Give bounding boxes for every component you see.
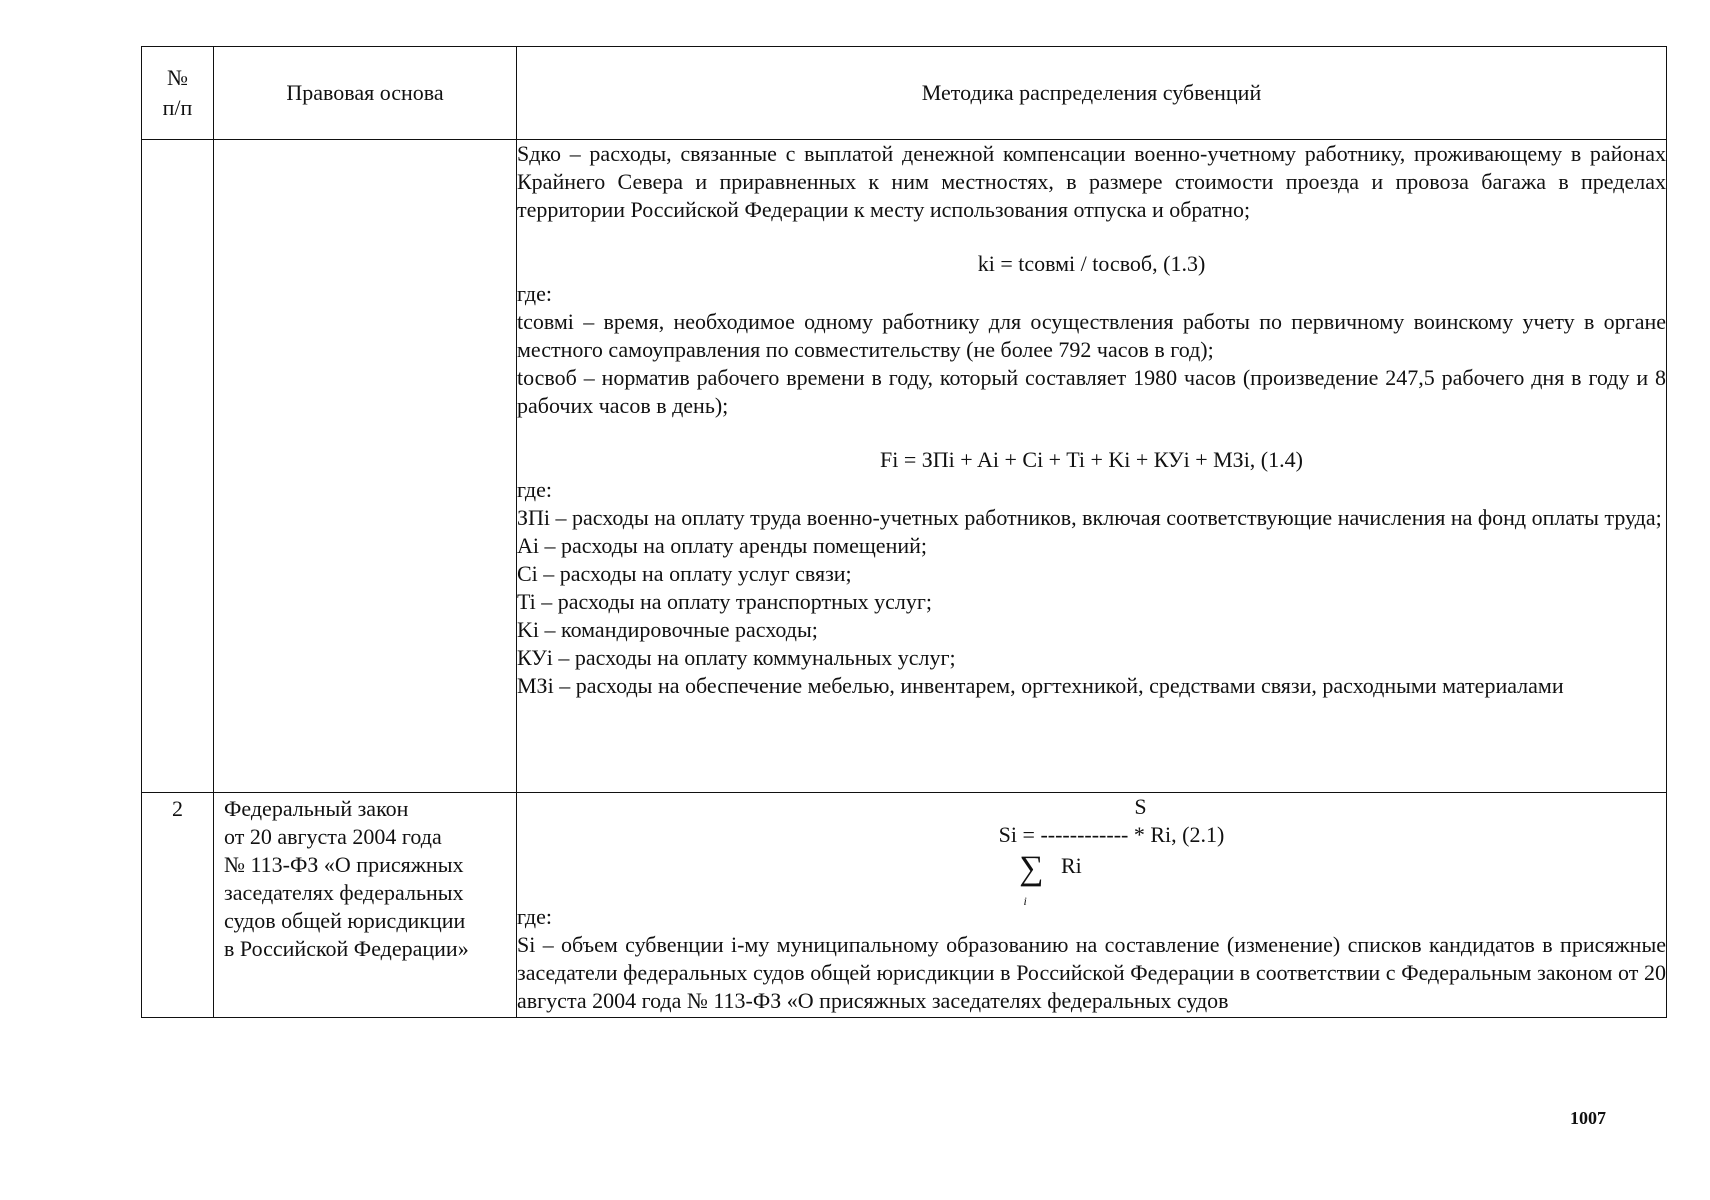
formula-denominator: Ri	[1060, 853, 1082, 878]
where-label: где:	[517, 904, 552, 929]
definition: Ki – командировочные расходы;	[517, 617, 818, 642]
row2-number-cell: 2	[142, 793, 214, 1018]
table-row	[142, 793, 1667, 1018]
formula-2-1	[517, 793, 1666, 908]
formula-dashes: ------------	[1040, 822, 1129, 847]
table-header-row	[142, 47, 1667, 140]
row2-legal-basis: Федеральный закон от 20 августа 2004 года № 113-ФЗ «О присяжных заседателях федеральных судов общей юрисдикции в Российской Федерации»	[214, 793, 517, 1018]
where-label: где:	[517, 281, 552, 306]
definition: Ai – расходы на оплату аренды помещений;	[517, 533, 928, 558]
header-methodology: Методика распределения субвенций	[517, 47, 1667, 140]
table-row	[142, 140, 1667, 793]
subvention-methodology-table	[141, 46, 1667, 1018]
formula-rhs: * Ri, (2.1)	[1128, 822, 1225, 847]
formula-1-4: Fi = ЗПi + Ai + Ci + Ti + Ki + КУi + МЗi, (1.4)	[880, 447, 1303, 472]
sigma-symbol: ∑	[1019, 850, 1044, 887]
row2-methodology-cell	[517, 793, 1667, 1018]
definition: Ti – расходы на оплату транспортных услуг;	[517, 589, 933, 614]
definition: tсовмi – время, необходимое одному работнику для осуществления работы по первичному воинскому учету в органе местного самоуправления по совместительству (не более 792 часов в год);	[517, 309, 1666, 362]
definition: Ci – расходы на оплату услуг связи;	[517, 561, 852, 586]
row1-methodology-cell	[517, 140, 1667, 793]
formula-denominator-group	[999, 849, 1225, 908]
formula-numerator: S	[1134, 794, 1147, 819]
row1-number-cell	[142, 140, 214, 793]
definition: Si – объем субвенции i-му муниципальному образованию на составление (изменение) списков кандидатов в присяжные заседатели федеральных судов общей юрисдикции в Российской Федерации в соответствии с Федеральным законом от 20 августа 2004 года № 113-ФЗ «О присяжных заседателях федеральных судов	[517, 932, 1666, 1013]
page-number: 1007	[1570, 1108, 1606, 1128]
definition: КУi – расходы на оплату коммунальных услуг;	[517, 645, 956, 670]
row1-basis-cell	[214, 140, 517, 793]
formula-main-line	[999, 821, 1225, 849]
header-number: № п/п	[142, 47, 214, 140]
formula-1-3: ki = tсовмi / tосвоб, (1.3)	[977, 251, 1206, 276]
definition: tосвоб – норматив рабочего времени в году, который составляет 1980 часов (произведение 247,5 рабочего дня в году и 8 рабочих часов в день);	[517, 365, 1666, 418]
definition: МЗi – расходы на обеспечение мебелью, инвентарем, оргтехникой, средствами связи, расходными материалами	[517, 673, 1564, 698]
where-label: где:	[517, 477, 552, 502]
header-legal-basis: Правовая основа	[214, 47, 517, 140]
formula-lhs: Si =	[998, 822, 1041, 847]
formula-fraction	[998, 793, 1225, 908]
paragraph: Sдко – расходы, связанные с выплатой денежной компенсации военно-учетному работнику, проживающему в районах Крайнего Севера и приравненных к ним местностях, в размере стоимости проезда и провоза багажа в пределах территории Российской Федерации к месту использования отпуска и обратно;	[517, 141, 1666, 222]
definition: ЗПi – расходы на оплату труда военно-учетных работников, включая соответствующие начисления на фонд оплаты труда;	[517, 505, 1662, 530]
sigma-subscript: i	[1023, 894, 1027, 908]
